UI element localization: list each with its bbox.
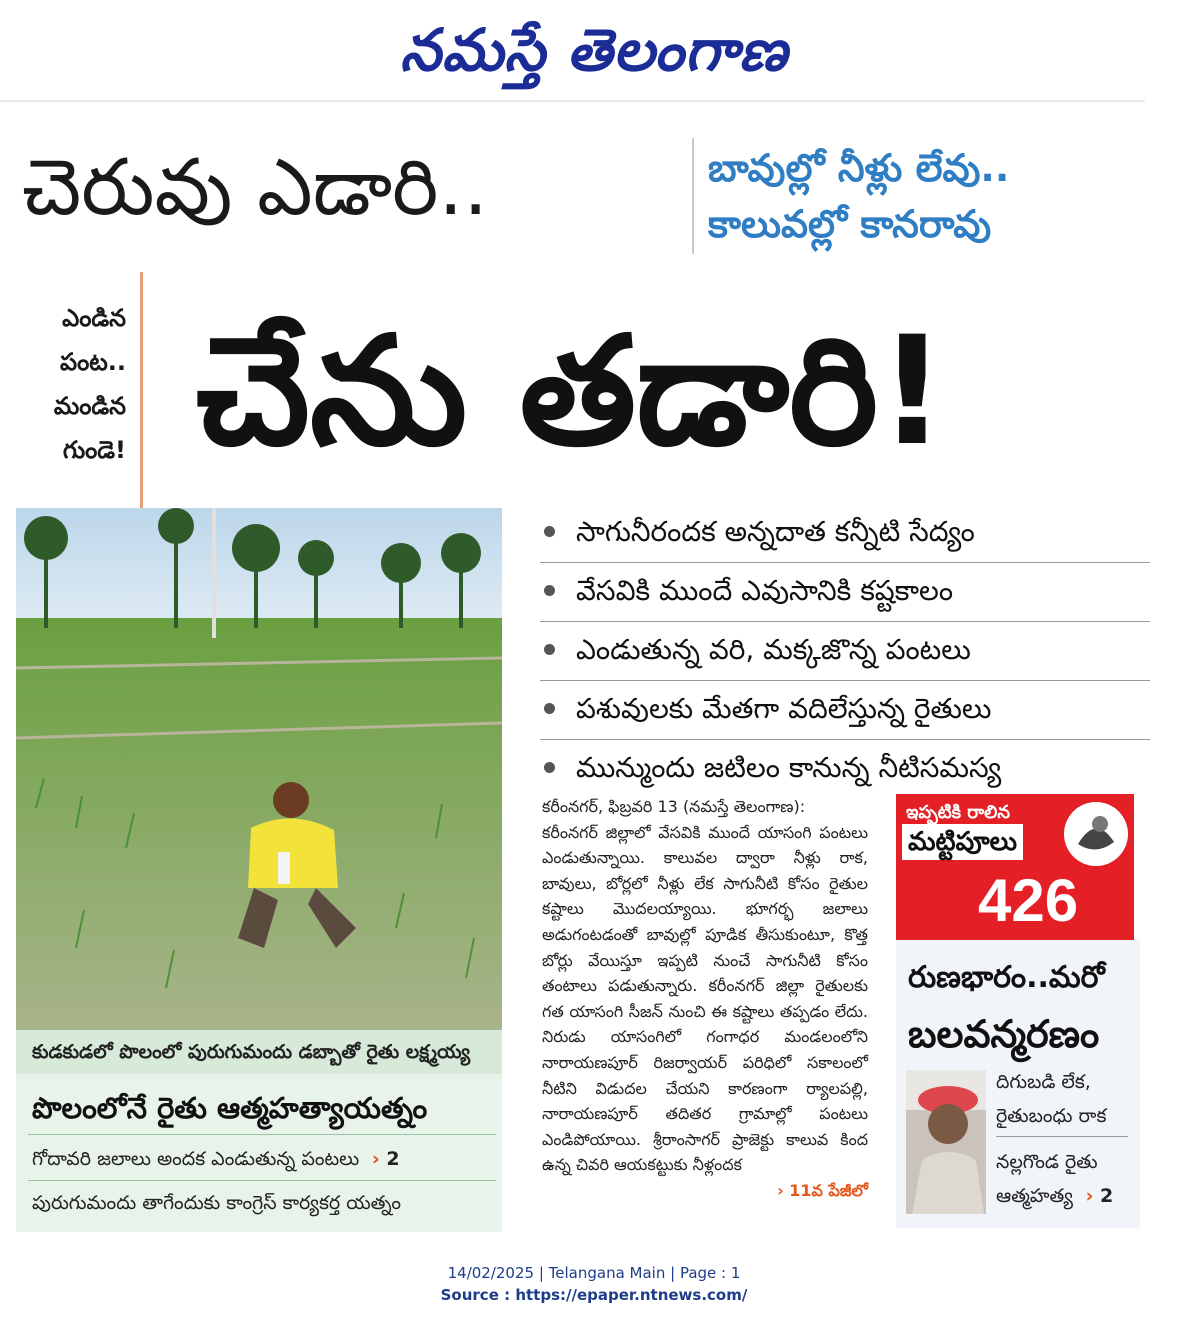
- kicker-headline: చెరువు ఎడారి..: [22, 143, 489, 233]
- sidebar-line-1: దిగుబడి లేక,: [996, 1071, 1091, 1093]
- related-line-2[interactable]: పురుగుమందు తాగేందుకు కాంగ్రెస్ కార్యకర్త యత్నం: [32, 1192, 401, 1214]
- related-story-sidebar: [896, 940, 1140, 1228]
- newspaper-logo: నమస్తే తెలంగాణ: [400, 16, 788, 84]
- sidebar-line-3: నల్లగొండ రైతు: [996, 1151, 1098, 1173]
- footer-source[interactable]: Source : https://epaper.ntnews.com/: [440, 1286, 748, 1304]
- related-title: పొలంలోనే రైతు ఆత్మహత్యాయత్నం: [32, 1091, 428, 1125]
- mourning-emblem-icon: [1056, 794, 1134, 878]
- key-point-text: మున్ముందు జటిలం కానున్న నీటిసమస్య: [576, 751, 1002, 784]
- related-stories-box: [16, 1074, 502, 1232]
- bullet-icon: [544, 762, 555, 773]
- bullet-icon: [544, 703, 555, 714]
- masthead: [0, 0, 1188, 100]
- sidebar-title-line-2: బలవన్మరణం: [908, 1012, 1100, 1056]
- side-kicker-line: ఎండిన: [62, 304, 126, 332]
- side-kicker-line: గుండె!: [62, 436, 126, 464]
- sidebar-line-4-text: ఆత్మహత్య: [996, 1185, 1073, 1207]
- suicide-counter-box: [896, 794, 1134, 940]
- key-point-text: వేసవికి ముందే ఎవుసానికి కష్టకాలం: [576, 574, 954, 607]
- bullet-icon: [544, 644, 555, 655]
- key-point: [540, 740, 1150, 798]
- subhead-line-2: కాలువల్లో కానరావు: [708, 202, 992, 246]
- key-point: [540, 563, 1150, 622]
- main-headline: చేను తడారి!: [196, 305, 947, 479]
- related-line-1[interactable]: [32, 1140, 400, 1178]
- side-kicker-rule: [140, 272, 143, 512]
- counter-label-top: ఇప్పటికి రాలిన: [906, 802, 1010, 823]
- counter-label-main: మట్టిపూలు: [902, 824, 1023, 860]
- masthead-divider: [0, 100, 1145, 102]
- farmer-portrait-photo: [906, 1070, 986, 1214]
- article-text: కరీంనగర్ జిల్లాలో వేసవికి ముందే యాసంగి పంటలు ఎండుతున్నాయి. కాలువల ద్వారా నీళ్లు రాక, బావులు, బోర్లలో నీళ్లు లేక సాగునీటి కోసం రైతుల కష్టాలు మొదలయ్యాయి. భూగర్భ జలాలు అడుగంటడంతో బావుల్లో పూడిక తీసుకుంటూ, కొత్త బోర్లు వేయిస్తూ ఇప్పటి నుంచే సాగునీటి కోసం తంటాలు పడుతున్నారు. కరీంనగర్ జిల్లా రైతులకు గత యాసంగి సీజన్ నుంచి ఈ కష్టాలు తప్పడం లేదు. నిరుడు యాసంగిలో గంగాధర మండలంలోని నారాయణపూర్ రిజర్వాయర్ పరిధిలో సకాలంలో నీటిని విడుదల చేయని కారణంగా ర్యాలపల్లి, నారాయణపూర్ తదితర గ్రామాల్లో పంటలు ఎండిపోయాయి. శ్రీరాంసాగర్ ప్రాజెక్టు కాలువ కింద ఉన్న చివరి ఆయకట్టుకు నీళ్లందక: [542, 822, 868, 1175]
- page-footer: [0, 1262, 1188, 1306]
- key-point: [540, 504, 1150, 563]
- counter-value: 426: [978, 867, 1079, 934]
- key-point-text: పశువులకు మేతగా వదిలేస్తున్న రైతులు: [576, 692, 992, 725]
- divider: [28, 1180, 496, 1181]
- photo-caption: కుడకుడలో పొలంలో పురుగుమందు డబ్బాతో రైతు లక్ష్మయ్య: [16, 1030, 502, 1074]
- article-dateline: కరీంనగర్, ఫిబ్రవరి 13 (నమస్తే తెలంగాణ):: [542, 797, 806, 816]
- side-kicker-line: మండిన: [53, 392, 126, 420]
- side-kicker-line: పంట..: [60, 348, 126, 376]
- side-kicker: [30, 296, 126, 472]
- key-point-text: సాగునీరందక అన్నదాత కన్నీటి సేద్యం: [576, 515, 975, 548]
- continued-link[interactable]: › 11వ పేజీలో: [777, 1180, 868, 1200]
- key-points-list: [540, 504, 1150, 798]
- vertical-divider: [692, 138, 694, 254]
- sidebar-line-2: రైతుబంధు రాక: [996, 1105, 1107, 1127]
- key-point: [540, 681, 1150, 740]
- farmer-field-photo: [16, 508, 502, 1030]
- bullet-icon: [544, 526, 555, 537]
- divider: [996, 1136, 1128, 1137]
- subhead-line-1: బావుల్లో నీళ్లు లేవు..: [708, 146, 1010, 190]
- page-number: 2: [386, 1148, 400, 1170]
- related-line-1-text: గోదావరి జలాలు అందక ఎండుతున్న పంటలు: [32, 1148, 360, 1170]
- sidebar-line-4[interactable]: [996, 1180, 1113, 1212]
- footer-edition: 14/02/2025 | Telangana Main | Page : 1: [447, 1264, 741, 1282]
- article-body: [542, 794, 868, 1204]
- key-point: [540, 622, 1150, 681]
- sidebar-title-line-1: రుణభారం..మరో: [908, 960, 1105, 995]
- divider: [28, 1134, 496, 1135]
- bullet-icon: [544, 585, 555, 596]
- page-number: 2: [1100, 1185, 1114, 1207]
- subheads: [708, 140, 1009, 252]
- continued-text: 11వ పేజీలో: [789, 1180, 868, 1200]
- page-ref: › 2: [365, 1148, 400, 1170]
- key-point-text: ఎండుతున్న వరి, మక్కజొన్న పంటలు: [576, 633, 971, 666]
- page-ref: › 2: [1078, 1185, 1114, 1207]
